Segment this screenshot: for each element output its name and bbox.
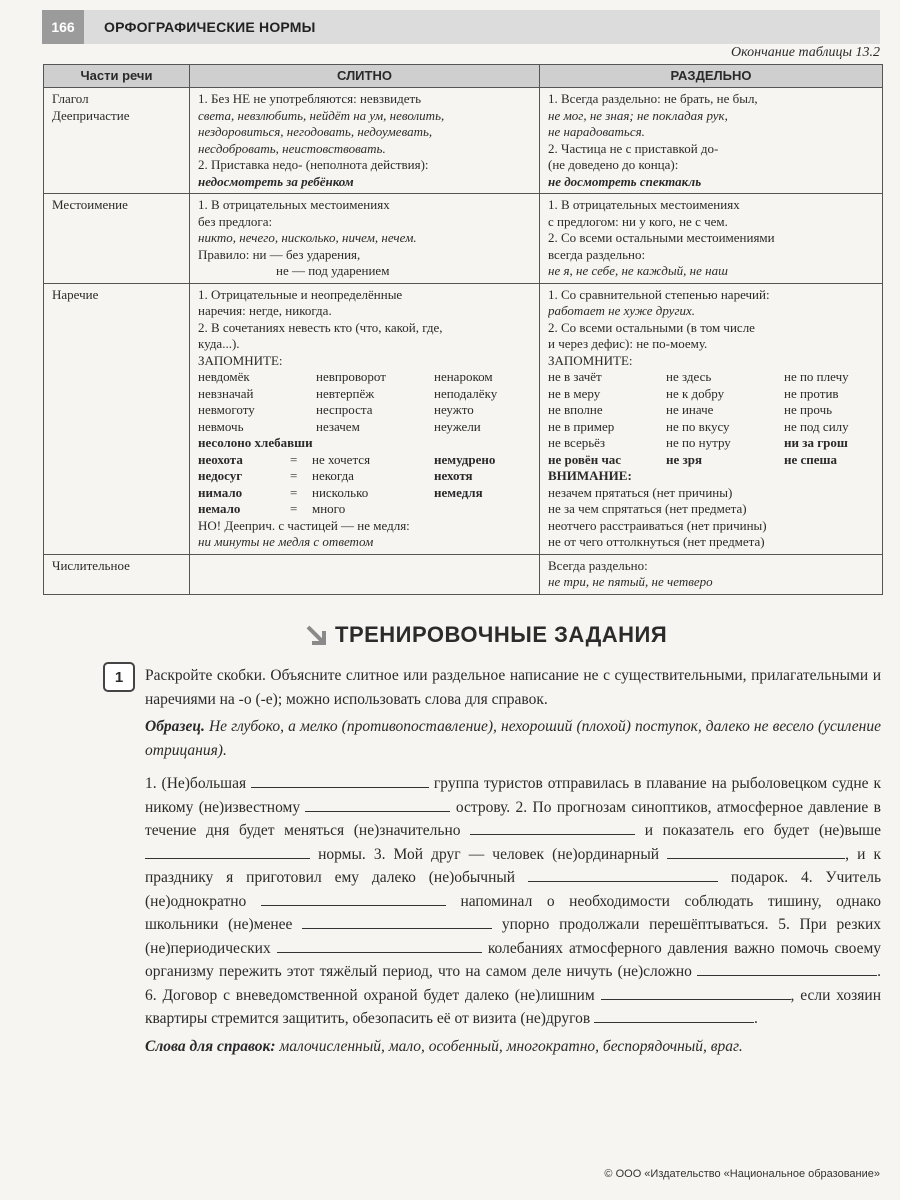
word: недосуг <box>198 468 243 483</box>
word: невмочь <box>198 418 244 434</box>
table-continuation-caption: Окончание таблицы 13.2 <box>731 45 880 60</box>
word: нимало <box>198 484 243 500</box>
section-heading <box>305 622 667 648</box>
example-line: никто, нечего, нисколько, ничем, нечем. <box>198 230 417 245</box>
word: незачем <box>316 418 360 434</box>
word: невпроворот <box>316 369 386 384</box>
task-exercise <box>145 772 881 1031</box>
rule-line: (не доведено до конца): <box>548 157 679 172</box>
rule-line: с предлогом: ни у кого, не с чем. <box>548 213 728 229</box>
example-line: не нарадоваться. <box>548 124 645 139</box>
word: не по плечу <box>784 369 849 384</box>
rule-line: и через дефис): не по-моему. <box>548 336 708 351</box>
equivalents-grid <box>198 452 533 518</box>
answer-blank[interactable] <box>697 961 877 976</box>
answer-blank[interactable] <box>305 797 450 812</box>
word: не прочь <box>784 402 833 417</box>
answer-blank[interactable] <box>302 914 492 929</box>
rule-line: всегда раздельно: <box>548 246 646 262</box>
rule-line: 1. В отрицательных местоимениях <box>198 197 390 212</box>
table-row-numeral <box>44 554 883 594</box>
rule-line: Правило: ни — без ударения, <box>198 246 361 262</box>
header-separate: РАЗДЕЛЬНО <box>540 65 883 88</box>
rule-line: 1. В отрицательных местоимениях <box>548 197 740 212</box>
word: неужто <box>434 402 474 417</box>
exercise-text: . 6. Договор с вневедомственной охраной будет далеко (не)лишним <box>145 963 881 1004</box>
word: не всерьёз <box>548 435 606 450</box>
answer-blank[interactable] <box>667 844 845 859</box>
word: невдомёк <box>198 369 250 384</box>
separate-cell <box>540 554 883 594</box>
answer-blank[interactable] <box>145 844 310 859</box>
rule-line: 1. Отрицательные и неопределённые <box>198 286 403 302</box>
table-row-verb <box>44 88 883 194</box>
word: не против <box>784 385 839 401</box>
pos-cell: Наречие <box>44 283 190 554</box>
word: неохота <box>198 451 243 467</box>
equals: = <box>290 501 298 516</box>
pos-cell: Местоимение <box>44 194 190 284</box>
words-list: малочисленный, мало, особенный, многократно, беспорядочный, враг. <box>279 1037 743 1055</box>
word: неспроста <box>316 402 373 417</box>
rule-line: не — под ударением <box>276 263 390 278</box>
header-together: СЛИТНО <box>190 65 540 88</box>
exercise-text: нормы. 3. Мой друг — человек (не)ординарный <box>318 845 660 863</box>
word: ни за грош <box>784 435 848 450</box>
word: не иначе <box>666 402 714 417</box>
spelling-rules-table <box>43 64 883 595</box>
exercise-text: колебаниях атмосферного давления важно помочь своему организму пережить этот тяжёлый период, что на самом деле ничуть (не)сложно <box>145 939 882 980</box>
page-header <box>42 10 880 44</box>
word: невтерпёж <box>316 385 375 401</box>
rule-line: без предлога: <box>198 213 273 229</box>
together-cell <box>190 554 540 594</box>
example-line: не досмотреть спектакль <box>548 173 702 189</box>
task-instruction: Раскройте скобки. Объясните слитное или раздельное написание не с существительными, прилагательными и наречиями на -о (-е); можно использовать слова для справок. <box>145 667 881 708</box>
word: не ровён час <box>548 451 622 467</box>
exercise-text: острову. 2. По прогнозам синоптиков, атмосферное давление в течение дня будет меняться (не)значительно <box>145 798 881 839</box>
rule-line: 1. Всегда раздельно: не брать, не был, <box>548 91 758 106</box>
note-line: НО! Дееприч. с частицей — не медля: <box>198 517 410 533</box>
rule-line: наречия: негде, никогда. <box>198 303 332 318</box>
attention-line: незачем прятаться (нет причины) <box>548 484 733 500</box>
meaning: нисколько <box>312 484 369 500</box>
section-arrow-icon <box>305 624 327 646</box>
answer-blank[interactable] <box>277 938 482 953</box>
table-header-row <box>44 65 883 88</box>
example-line: не мог, не зная; не покладая рук, <box>548 107 728 123</box>
publisher-footer: © ООО «Издательство «Национальное образование» <box>604 1168 880 1180</box>
example-line: несдобровать, неистовствовать. <box>198 140 386 156</box>
word: немудрено <box>434 451 496 467</box>
word: не вполне <box>548 402 603 417</box>
rule-line: 2. Со всеми остальными (в том числе <box>548 319 755 335</box>
answer-blank[interactable] <box>470 820 635 835</box>
chapter-title: ОРФОГРАФИЧЕСКИЕ НОРМЫ <box>104 19 316 35</box>
task-number: 1 <box>103 662 135 692</box>
exercise-text: , если хозяин квартиры стремится защитить, обезопасить её от визита (не)другов <box>145 986 881 1027</box>
meaning: некогда <box>312 468 354 483</box>
word: не к добру <box>666 385 725 401</box>
word: не под силу <box>784 418 849 434</box>
answer-blank[interactable] <box>251 773 429 788</box>
exercise-text: 1. (Не)большая <box>145 775 247 792</box>
header-parts-of-speech: Части речи <box>44 65 190 88</box>
answer-blank[interactable] <box>261 891 446 906</box>
together-cell <box>190 88 540 194</box>
attention-line: не от чего оттолкнуться (нет предмета) <box>548 534 765 549</box>
word: не в меру <box>548 385 601 401</box>
meaning: много <box>312 501 346 516</box>
pos-gerund: Деепричастие <box>52 107 130 123</box>
words-label: Слова для справок: <box>145 1037 276 1055</box>
word: неужели <box>434 418 481 434</box>
word: невмоготу <box>198 402 255 417</box>
sample-text: Не глубоко, а мелко (противопоставление), нехороший (плохой) поступок, далеко не весело (усиление отрицания). <box>145 718 881 759</box>
exercise-text: подарок. 4. Учитель (не)однократно <box>145 869 882 910</box>
separate-cell <box>540 88 883 194</box>
example-line: света, невзлюбить, нейдёт на ум, неволить, <box>198 107 445 123</box>
word: ненароком <box>434 369 493 384</box>
word: не зря <box>666 451 702 467</box>
answer-blank[interactable] <box>594 1008 754 1023</box>
sample-label: Образец. <box>145 718 205 735</box>
attention-label: ВНИМАНИЕ: <box>548 468 632 483</box>
exercise-text: и показатель его будет (не)выше <box>644 822 881 839</box>
word: не по вкусу <box>666 418 730 434</box>
exercise-text: , и к празднику я приготовил ему далеко (не)обычный <box>145 845 882 886</box>
exercise-text: напоминал о необходимости соблюдать тишину, однако школьники (не)менее <box>145 892 881 933</box>
table-row-adverb <box>44 283 883 554</box>
example-line: работает не хуже других. <box>548 303 696 318</box>
word: не спеша <box>784 451 838 467</box>
exercise-text: упорно продолжали перешёптываться. 5. При резких (не)периодических <box>145 916 882 957</box>
pos-cell <box>44 88 190 194</box>
word: невзначай <box>198 385 254 401</box>
word: нехотя <box>434 468 473 483</box>
equals: = <box>290 451 298 467</box>
phrase: несолоно хлебавши <box>198 435 313 450</box>
task-body <box>145 664 881 1058</box>
section-title: ТРЕНИРОВОЧНЫЕ ЗАДАНИЯ <box>335 622 668 647</box>
exercise-text: . <box>754 1010 758 1027</box>
rule-line: 2. Со всеми остальными местоимениями <box>548 230 775 245</box>
word: неподалёку <box>434 385 498 401</box>
separate-word-grid <box>548 369 876 468</box>
rule-line: Всегда раздельно: <box>548 557 648 573</box>
remember-label: ЗАПОМНИТЕ: <box>198 352 283 368</box>
word: немало <box>198 501 241 516</box>
together-cell <box>190 194 540 284</box>
rule-line: 2. В сочетаниях невесть кто (что, какой, где, <box>198 319 443 335</box>
example-line: недосмотреть за ребёнком <box>198 173 354 189</box>
example-line: не три, не пятый, не четверо <box>548 574 713 589</box>
rule-line: 1. Без НЕ не употребляются: невзвидеть <box>198 91 422 106</box>
word: не в пример <box>548 418 615 434</box>
attention-line: не за чем спрятаться (нет предмета) <box>548 501 747 516</box>
pos-verb: Глагол <box>52 91 89 106</box>
word: не в зачёт <box>548 369 602 384</box>
answer-blank[interactable] <box>528 867 718 882</box>
task-sample <box>145 715 881 762</box>
meaning: не хочется <box>312 451 371 467</box>
example-line: нездоровиться, негодовать, недоумевать, <box>198 124 433 139</box>
word: не здесь <box>666 369 712 384</box>
separate-cell <box>540 194 883 284</box>
separate-cell <box>540 283 883 554</box>
rule-line: 1. Со сравнительной степенью наречий: <box>548 286 770 302</box>
word: не по нутру <box>666 435 731 450</box>
remember-label: ЗАПОМНИТЕ: <box>548 352 633 368</box>
example-line: не я, не себе, не каждый, не наш <box>548 263 728 278</box>
attention-line: неотчего расстраиваться (нет причины) <box>548 517 767 533</box>
exercise-text: группа туристов отправилась в плавание на рыболовецком судне к никому (не)известному <box>145 775 881 816</box>
rule-line: 2. Частица не с приставкой до- <box>548 140 719 156</box>
together-word-grid <box>198 369 533 435</box>
reference-words <box>145 1035 881 1059</box>
table-row-pronoun <box>44 194 883 284</box>
example-line: ни минуты не медля с ответом <box>198 534 374 549</box>
word: немедля <box>434 484 483 500</box>
rule-line: 2. Приставка недо- (неполнота действия): <box>198 157 429 172</box>
together-cell <box>190 283 540 554</box>
equals: = <box>290 468 298 483</box>
rule-line: куда...). <box>198 336 240 351</box>
page-number: 166 <box>42 10 84 44</box>
equals: = <box>290 484 298 500</box>
answer-blank[interactable] <box>601 985 791 1000</box>
pos-cell: Числительное <box>44 554 190 594</box>
